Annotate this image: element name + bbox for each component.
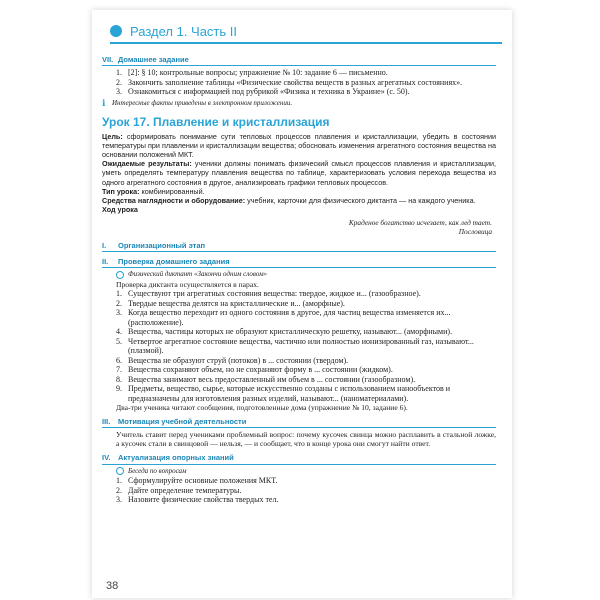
- item-text: Ознакомиться с информацией под рубрикой «Физика и техника в Украине» (с. 50).: [128, 87, 410, 96]
- page-number: 38: [106, 580, 119, 592]
- list-item: [102, 308, 496, 327]
- item-number: 5.: [116, 336, 122, 346]
- page-content: [102, 50, 496, 505]
- lesson-title: Урок 17. Плавление и кристаллизация: [102, 115, 330, 129]
- item-text: Четвертое агрегатное состояние вещества, частично или полностью ионизированный газ, называют... (плазмой).: [128, 336, 474, 356]
- item-text: Предметы, вещество, сырье, которые искусственно созданы с использованием нанообъектов и предназначены для изготовления разных изделий, называют... (наноматериалами).: [128, 384, 451, 403]
- epigraph-text: Краденое богатство исчезает, как лед тает.: [348, 218, 492, 228]
- item-number: 2.: [116, 298, 122, 308]
- header-dot-icon: [110, 25, 122, 37]
- dictation-intro: Проверка диктанта осуществляется в парах.: [116, 279, 259, 289]
- header-rule: [110, 42, 502, 44]
- results-text: ученики должны понимать физический смысл процессов плавления и кристаллизации, уметь определять температуру плавления вещества по таблице, характеризовать условия перехода вещества из одного агрегатного состояния в другое, анализировать графики тепловых процессов.: [102, 159, 496, 187]
- e-app-note: [102, 99, 496, 109]
- item-text: Дайте определение температуры.: [128, 485, 242, 495]
- section-i-heading: [102, 240, 496, 252]
- list-item: [102, 375, 496, 385]
- item-text: Вещества не образуют струй (потоков) в ... состоянии (твердом).: [128, 355, 349, 365]
- section-number: IV.: [102, 453, 111, 463]
- section-number: I.: [102, 241, 107, 251]
- item-number: 1.: [116, 289, 122, 299]
- book-page: [92, 10, 512, 598]
- item-text: [2]: § 10; контрольные вопросы; упражнение № 10: задание 6 — письменно.: [128, 68, 388, 77]
- type-text: комбинированный.: [141, 186, 205, 196]
- item-number: 4.: [116, 327, 122, 337]
- lesson-results: [102, 159, 496, 187]
- section-title: Актуализация опорных знаний: [118, 453, 234, 463]
- item-number: 1.: [116, 476, 122, 486]
- item-text: Существуют три агрегатных состояния вещества: твердое, жидкое и... (газообразное).: [128, 289, 421, 299]
- item-number: 3.: [116, 495, 122, 505]
- bullet-circle-icon: [116, 271, 124, 279]
- section-title: Организационный этап: [118, 241, 206, 251]
- item-text: Вещества занимают весь предоставленный им объем в ... состоянии (газообразном).: [128, 374, 416, 384]
- item-number: 6.: [116, 355, 122, 365]
- list-item: [102, 327, 496, 337]
- item-text: Твердые вещества делятся на кристаллические и... (аморфные).: [128, 298, 345, 308]
- item-number: 9.: [116, 384, 122, 394]
- talk-heading: [102, 467, 496, 477]
- dictation-heading: [102, 270, 496, 280]
- item-number: 2.: [116, 485, 122, 495]
- section-number: II.: [102, 257, 109, 267]
- list-item: [102, 486, 496, 496]
- motivation-text: Учитель ставит перед учениками проблемный вопрос: почему кусочек свинца можно расплавить в стальной ложке, а кусочек стали в свинцовой — нельзя, — и сообщает, что в конце урока они смогут найти ответ.: [116, 430, 496, 449]
- section-number: VII.: [102, 54, 114, 64]
- item-number: 3.: [116, 87, 122, 96]
- lesson-tools: [102, 196, 496, 205]
- list-item: [102, 356, 496, 366]
- list-item: [102, 365, 496, 375]
- item-number: 3.: [116, 308, 122, 318]
- item-number: 7.: [116, 365, 122, 375]
- item-number: 1.: [116, 68, 122, 77]
- item-text: Назовите физические свойства твердых тел.: [128, 495, 279, 505]
- goal-label: Цель:: [102, 131, 123, 141]
- item-text: Закончить заполнение таблицы «Физические свойства веществ в разных агрегатных состояниях».: [128, 77, 463, 87]
- talk-title: Беседа по вопросам: [128, 466, 187, 475]
- epigraph-source: Пословица: [458, 227, 492, 237]
- item-text: Сформулируйте основные положения МКТ.: [128, 476, 278, 486]
- note-text: Интересные факты приведены в электронном приложении.: [112, 98, 293, 107]
- info-icon: ℹ: [102, 97, 106, 108]
- goal-text: сформировать понимание сути тепловых процессов плавления и кристаллизации, убедить в состоянии температуры при плавлении и кристаллизации вещества; обосновать изменения агрегатного состояния вещества на основании положений МКТ.: [102, 131, 496, 159]
- section-title: Мотивация учебной деятельности: [118, 416, 247, 426]
- section-title: Домашнее задание: [118, 54, 189, 64]
- bullet-circle-icon: [116, 467, 124, 475]
- dictation-after: Два-три ученика читают сообщения, подготовленные дома (упражнение № 10, задание 6).: [116, 403, 408, 413]
- list-item: [102, 495, 496, 505]
- epigraph: [102, 218, 492, 236]
- header-title: Раздел 1. Часть II: [130, 23, 237, 39]
- list-item: [102, 476, 496, 486]
- results-label: Ожидаемые результаты:: [102, 159, 192, 169]
- lesson-type: [102, 187, 496, 196]
- dictation-title: Физический диктант «Закончи одним словом»: [128, 270, 268, 279]
- list-item: [102, 384, 496, 403]
- item-number: 8.: [116, 374, 122, 384]
- item-text: Вещества сохраняют объем, но не сохраняют форму в ... состоянии (жидком).: [128, 365, 393, 375]
- item-text: Вещества, частицы которых не образуют кристаллическую решетку, называют... (аморфными).: [128, 327, 453, 337]
- lesson-goal: [102, 132, 496, 160]
- item-number: 2.: [116, 77, 122, 87]
- list-item: [102, 78, 496, 88]
- item-text: Когда вещество переходит из одного состояния в другое, для частиц вещества изменяется их... (расположение).: [128, 308, 451, 327]
- list-item: [102, 337, 496, 356]
- section-iv-heading: [102, 453, 496, 465]
- type-label: Тип урока:: [102, 186, 140, 196]
- tools-label: Средства наглядности и оборудование:: [102, 195, 246, 205]
- section-iii-heading: [102, 416, 496, 428]
- section-vii-heading: [102, 54, 496, 66]
- page-header: [92, 18, 512, 44]
- section-number: III.: [102, 416, 111, 426]
- lesson-course-label: Ход урока: [102, 205, 138, 215]
- section-ii-heading: [102, 256, 496, 268]
- tools-text: учебник, карточки для физического диктанта — на каждого ученика.: [247, 195, 476, 205]
- section-title: Проверка домашнего задания: [118, 257, 230, 267]
- list-item: [102, 299, 496, 309]
- list-item: [102, 289, 496, 299]
- list-item: [102, 68, 496, 78]
- list-item: [102, 87, 496, 97]
